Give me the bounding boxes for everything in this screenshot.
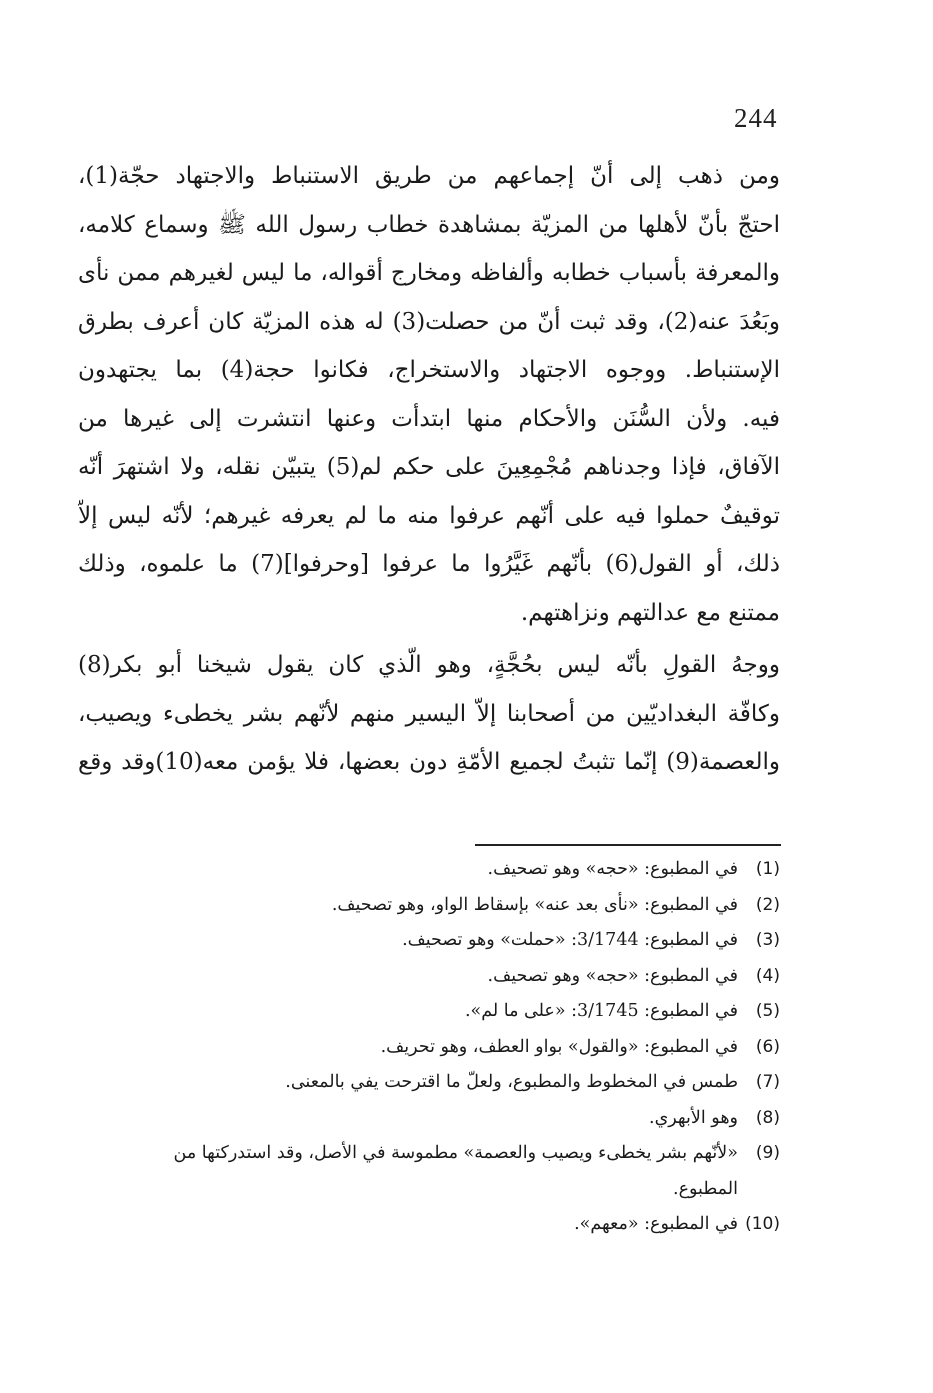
footnote-text (78, 1136, 738, 1207)
footnote-item (78, 923, 780, 959)
footnote-line: المطبوع. (673, 1178, 738, 1199)
footnote-line: في المطبوع: «والقول» بواو العطف، وهو تحريف. (380, 1036, 738, 1057)
footnote-text (78, 959, 738, 995)
footnote-item (78, 1207, 780, 1243)
footnote-number: (3) (755, 930, 780, 950)
footnote-number: (2) (755, 894, 780, 915)
footnote-number: (7) (755, 1072, 780, 1092)
footnote-text (78, 1207, 738, 1243)
paragraph-1 (78, 152, 780, 637)
footnote-item (78, 959, 780, 995)
footnote-text (78, 1065, 738, 1101)
text-line: ومن ذهب إلى أنّ إجماعهم من طريق الاستنباط والاجتهاد حجّة(1)، (78, 163, 780, 189)
footnote-number: (8) (755, 1107, 780, 1128)
footnote-item (78, 1065, 780, 1101)
text-line: وكافّة البغداديّين من أصحابنا إلاّ اليسير منهم لأنّهم بشر يخطىء ويصيب، (78, 700, 780, 727)
footnote-text (78, 852, 738, 888)
text-line: ذلك، أو القول(6) بأنّهم غَيَّرُوا ما عرفوا [وحرفوا](7) ما علموه، وذلك (78, 551, 780, 577)
footnote-item (78, 852, 780, 888)
footnote-item (78, 994, 780, 1030)
text-line: ووجهُ القولِ بأنّه ليس بحُجَّةٍ، وهو الّذي كان يقول شيخنا أبو بكر(8) (78, 652, 780, 678)
footnote-text (78, 888, 738, 924)
footnote-text (78, 1030, 738, 1066)
footnote-number: (1) (755, 859, 780, 879)
footnote-line: في المطبوع: «حجه» وهو تصحيف. (487, 965, 738, 986)
footnote-item (78, 1136, 780, 1207)
text-line: الآفاق، فإذا وجدناهم مُجْمِعِينَ على حكم لم(5) يتبيّن نقله، ولا اشتهرَ أنّه (78, 454, 780, 480)
footnote-text (78, 1101, 738, 1137)
paragraph-2 (78, 641, 780, 787)
footnote-number: (9) (755, 1143, 780, 1163)
footnote-item (78, 888, 780, 924)
footnote-line: وهو الأبهري. (649, 1107, 738, 1128)
footnote-line: في المطبوع: «حجه» وهو تصحيف. (487, 859, 738, 879)
footnote-number: (5) (755, 1001, 780, 1021)
footnote-number: (4) (755, 965, 780, 986)
footnote-line: في المطبوع: «معهم». (574, 1214, 738, 1234)
footnotes-list (78, 852, 780, 1243)
footnote-line: «لأنّهم بشر يخطىء ويصيب والعصمة» مطموسة في الأصل، وقد استدركتها من (173, 1143, 738, 1163)
footnote-text (78, 923, 738, 959)
text-line: ممتنع مع عدالتهم ونزاهتهم. (520, 599, 780, 626)
footnote-item (78, 1030, 780, 1066)
footnote-number: (6) (755, 1036, 780, 1057)
text-line: احتجّ بأنّ لأهلها من المزيّة بمشاهدة خطاب رسول الله ﷺ وسماع كلامه، (78, 211, 780, 238)
text-line: وبَعُدَ عنه(2)، وقد ثبت أنّ من حصلت(3) له هذه المزيّة كان أعرف بطرق (78, 308, 780, 335)
text-line: والعصمة(9) إنّما تثبتُ لجميع الأمّةِ دون بعضها، فلا يؤمن معه(10)وقد وقع (78, 749, 780, 775)
footnote-line: طمس في المخطوط والمطبوع، ولعلّ ما اقترحت يفي بالمعنى. (285, 1072, 738, 1092)
footnote-text (78, 994, 738, 1030)
footnote-item (78, 1101, 780, 1137)
footnote-line: في المطبوع: 3/1745: «على ما لم». (464, 1001, 738, 1021)
footnote-divider (475, 844, 781, 846)
body-text (78, 152, 780, 787)
text-line: توقيفٌ حملوا فيه على أنّهم عرفوا منه ما لم يعرفه غيرهم؛ لأنّه ليس إلاّ (78, 502, 780, 529)
text-line: والمعرفة بأسباب خطابه وألفاظه ومخارج أقواله، ما ليس لغيرهم ممن نأى (78, 260, 780, 286)
text-line: فيه. ولأن السُّنَن والأحكام منها ابتدأت وعنها انتشرت إلى غيرها من (78, 405, 780, 432)
footnote-number: (10) (745, 1214, 780, 1234)
text-line: الإستنباط. ووجوه الاجتهاد والاستخراج، فكانوا حجة(4) بما يجتهدون (78, 357, 780, 383)
footnote-line: في المطبوع: «نأى بعد عنه» بإسقاط الواو، وهو تصحيف. (331, 894, 738, 915)
footnote-line: في المطبوع: 3/1744: «حملت» وهو تصحيف. (402, 930, 738, 950)
page-number: 244 (734, 103, 778, 133)
